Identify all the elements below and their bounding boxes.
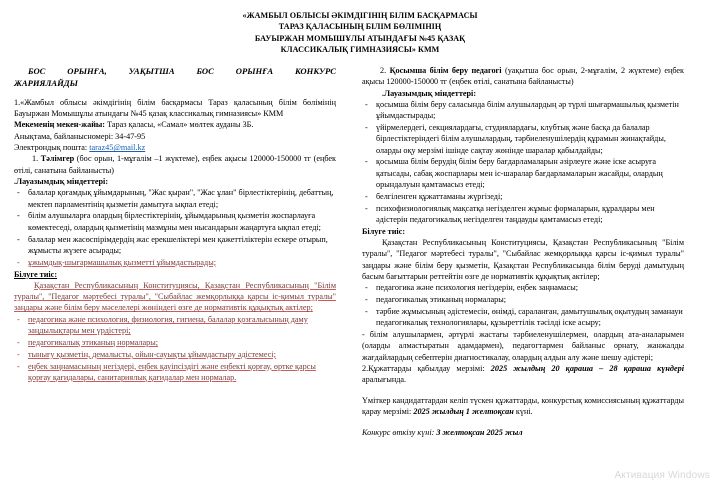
right-duties-list xyxy=(362,99,684,225)
right-must-know-heading: Білуге тиіс: xyxy=(362,226,406,236)
commission-review-period xyxy=(362,395,684,418)
list-item: - қосымша білім беру саласында білім алушылардың әр түрлі шығармашылық қызметін ұйымдастырады; xyxy=(362,99,684,122)
vacancy-2-number: 2. xyxy=(380,65,387,75)
address-label: Мекеменің мекен-жайы: xyxy=(14,120,106,130)
subtitle-line-1: БОС ОРЫНҒА, УАҚЫТША БОС ОРЫНҒА КОНКУРС xyxy=(28,65,336,76)
review-suffix: күні. xyxy=(513,407,533,416)
title-line-4: КЛАССИКАЛЫҚ ГИМНАЗИЯСЫ» КММ xyxy=(280,45,440,55)
deadline-value: 2025 жылдың 20 қараша – 28 қараша күндері xyxy=(490,364,684,374)
email-label: Электрондық пошта: xyxy=(14,143,90,153)
list-item: - білім алушыларға олардың бірлестіктерінің, ұйымдарының қызметін жоспарлауға көмектеседі, олардың қызметінің мазмұны мен нысандарын жаңартуға ықпал етеді; xyxy=(14,210,336,233)
vacancy-2-position: Қосымша білім беру педагогі xyxy=(389,65,502,75)
document-title xyxy=(20,10,700,56)
left-column xyxy=(14,65,336,384)
list-item: - ұжымдық-шығармашылық қызметті ұйымдастырады; xyxy=(14,257,336,268)
announcement-subtitle-2 xyxy=(14,77,336,89)
contest-date xyxy=(362,427,684,438)
list-item: - тәрбие жұмысының әдістемесін, өнімді, сараланған, дамытушылық оқытудың заманауи педагогикалық технологиялары, құзыреттілік тәсілді іске асыру; xyxy=(362,306,684,329)
vacancy-2-details: (уақытша бос орын, 2-мұғалім, 2 жүктеме) еңбек ақысы 120000-150000 тг (еңбек өтілі, санатына байланысты) xyxy=(362,65,685,87)
right-must-know-tail: - білім алушылармен, әртүрлі жастағы тәрбиеленушілермен, олардың ата-аналарымен (оларды алмастыратын адамдармен), педагогтармен байланыс орнату, жанжалды жағдайлардың себептерін диагностикалау, олардың алдын алу және шешу әдістері; xyxy=(362,330,684,362)
left-duties-heading: .Лауазымдық міндеттері: xyxy=(14,177,109,187)
email-line xyxy=(14,142,336,153)
reference-phone: Анықтама, байланысномері: 34-47-95 xyxy=(14,131,146,141)
email-link[interactable]: taraz45@mail.kz xyxy=(89,143,146,153)
review-value: 2025 жылдың 1 желтоқсан xyxy=(413,407,514,416)
review-prefix: Үміткер кандидаттардан келіп түскен құжаттарды, конкурстық комиссиясының құжаттарды қарау мерзімі: xyxy=(362,395,684,416)
left-intro-paragraph: 1.«Жамбыл облысы әкімдігінің білім басқармасы Тараз қаласының білім бөлімінің Бауыржан Момышұлы атындағы №45 қазақ классикалық гимназиясы» КММ xyxy=(14,97,336,119)
vacancy-1 xyxy=(14,153,336,176)
list-item: - балалар қоғамдық ұйымдарының, "Жас қыран", "Жас ұлан" бірлестіктерінің, дебаттың, мектеп парламентінің қызметін дамытуға ықпал етеді; xyxy=(14,187,336,210)
left-duties-list xyxy=(14,187,336,268)
vacancy-1-number: 1. xyxy=(32,154,39,164)
list-item: - педагогика және психология, физиология, гигиена, балалар қозғалысының даму заңдылықтары мен үрдістері; xyxy=(14,314,336,337)
contest-value: 3 желтоқсан 2025 жыл xyxy=(436,428,523,438)
vacancy-1-position: Тәлімгер xyxy=(40,154,75,164)
list-item: - балалар мен жасөспірімдердің жас ерекшеліктері мен қажеттіліктерін ескере отырып, жұмысты жүзеге асырады; xyxy=(14,234,336,257)
address-value: Тараз қаласы, «Самал» мөлтек ауданы 3Б. xyxy=(105,120,254,130)
vacancy-2 xyxy=(362,65,684,88)
institution-address xyxy=(14,119,336,130)
list-item: - қосымша білім берудің білім беру бағдарламаларын әзірлеуге және іске асыруға қатысады, сабақ жоспарлары мен іс-шаралар бағдарламаларын жасайды, олардың орындалуын қамтамасыз етеді; xyxy=(362,156,684,190)
list-item: - психофизиологиялық мақсатқа негізделген жұмыс формаларын, құралдары мен әдістерін педагогикалық негізделген таңдауды қамтамасыз етеді; xyxy=(362,203,684,226)
list-item: - педагогикалық этиканың нормалары; xyxy=(14,337,336,348)
right-must-know-list xyxy=(362,282,684,328)
right-column xyxy=(362,65,684,439)
windows-activation-watermark xyxy=(614,470,710,481)
list-item: - педагогика және психология негіздерін, еңбек заңнамасы; xyxy=(362,282,684,293)
watermark-line-1: Активация Windows xyxy=(614,470,710,481)
left-must-know-intro: Қазақстан Республикасының Конституциясы, Қазақстан Республикасының "Білім туралы", "Педагог мәртебесі туралы", "Сыбайлас жемқорлыққа қарсы іс-қимыл туралы" заңдары және білім беру мәселелері жөніндегі өзге де нормативтік құқықтық актілер; xyxy=(14,280,336,313)
title-line-1: «ЖАМБЫЛ ОБЛЫСЫ ӘКІМДІГІНІҢ БІЛІМ БАСҚАРМАСЫ xyxy=(242,11,478,20)
subtitle-line-2: ЖАРИЯЛАЙДЫ xyxy=(14,78,78,89)
right-must-know-intro: Қазақстан Республикасының Конституциясы, Қазақстан Республикасының "Білім туралы", "Педагог мәртебесі туралы", "Сыбайлас жемқорлыққа қарсы іс-қимыл туралы" заңдары және білім беру қызметін, Қазақстан Республикасында білім беруді дамытудың басым бағыттарын реттейтін өзге де нормативтік құқықтық актілер; xyxy=(362,238,684,282)
documents-deadline xyxy=(362,363,684,386)
list-item: - тынығу қызметін, демалысты, ойын-сауықты ұйымдастыру әдістемесі; xyxy=(14,349,336,360)
title-line-2: ТАРАЗ ҚАЛАСЫНЫҢ БІЛІМ БӨЛІМІНІҢ xyxy=(278,22,442,32)
list-item: - педагогикалық этиканың нормалары; xyxy=(362,294,684,305)
two-column-body xyxy=(14,65,706,439)
left-must-know-heading: Білуге тиіс: xyxy=(14,269,58,279)
title-line-3: БАУЫРЖАН МОМЫШҰЛЫ АТЫНДАҒЫ №45 ҚАЗАҚ xyxy=(254,33,466,43)
list-item: - үйірмелердегі, секциялардағы, студиялардағы, клубтық және басқа да балалар бірлестіктеріндегі білім алушылардың, тәрбиеленушілердің құрамын жинақтайды, оларды оқу мерзімі ішінде сақтау жөнінде шаралар қабылдайды; xyxy=(362,122,684,156)
right-duties-heading: .Лауазымдық міндеттері: xyxy=(382,88,477,98)
vacancy-1-details: (бос орын, 1-мұғалім –1 жүктеме), еңбек ақысы 120000-150000 тг (еңбек өтілі, санатына байланысты) xyxy=(14,154,337,175)
deadline-prefix: 2.Құжаттарды қабылдау мерзімі: xyxy=(362,364,491,374)
list-item: - еңбек заңнамасының негіздері, еңбек қауіпсіздігі және еңбекті қорғау, өртке қарсы қорғау қағидалары, санитариялық қағидалар мен нормалар. xyxy=(14,361,336,384)
announcement-subtitle xyxy=(14,65,336,77)
list-item: - белгіленген құжаттаманы жүргізеді; xyxy=(362,191,684,202)
contest-prefix: Конкурс өткізу күні: xyxy=(362,428,437,438)
deadline-suffix: аралығында. xyxy=(362,375,407,385)
left-must-know-list xyxy=(14,314,336,383)
